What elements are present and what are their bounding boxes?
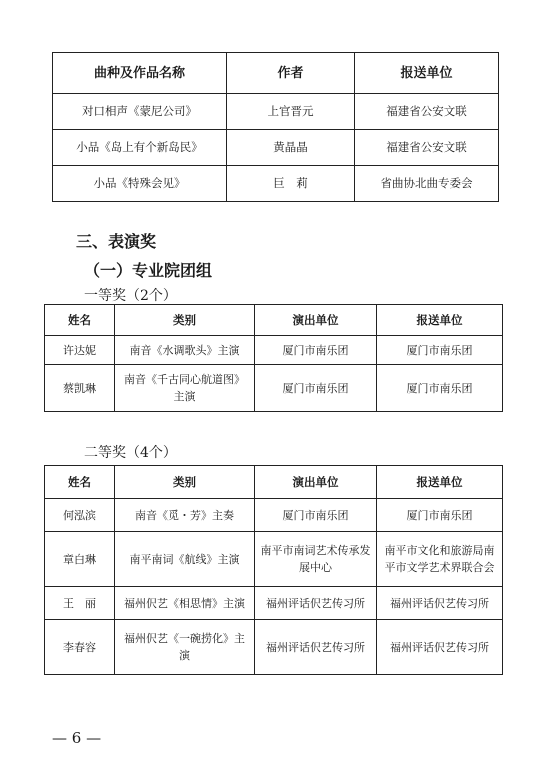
table-header-row — [45, 305, 503, 336]
column-header: 演出单位 — [255, 466, 377, 499]
table-row — [45, 499, 503, 532]
work-title-cell: 对口相声《蒙尼公司》 — [53, 94, 227, 130]
table-row — [53, 166, 499, 202]
category-cell: 南平南词《航线》主演 — [115, 532, 255, 587]
name-cell: 王 丽 — [45, 587, 115, 620]
column-header: 类别 — [115, 305, 255, 336]
column-header: 报送单位 — [377, 305, 503, 336]
works-table — [52, 52, 499, 202]
second-prize-heading: 二等奖（4个） — [84, 445, 177, 461]
author-cell: 上官晋元 — [227, 94, 355, 130]
column-header: 报送单位 — [355, 53, 499, 94]
table-row — [45, 620, 503, 675]
column-header: 报送单位 — [377, 466, 503, 499]
submitting-unit-cell: 省曲协北曲专委会 — [355, 166, 499, 202]
author-cell: 巨 莉 — [227, 166, 355, 202]
category-cell: 南音《觅・芳》主奏 — [115, 499, 255, 532]
category-cell: 南音《千古同心航道图》主演 — [115, 365, 255, 412]
category-cell: 福州伬艺《相思情》主演 — [115, 587, 255, 620]
column-header: 姓名 — [45, 466, 115, 499]
work-title-cell: 小品《特殊会见》 — [53, 166, 227, 202]
author-cell: 黄晶晶 — [227, 130, 355, 166]
name-cell: 李春容 — [45, 620, 115, 675]
section-heading: 三、表演奖 — [76, 232, 157, 251]
performing-unit-cell: 厦门市南乐团 — [255, 336, 377, 365]
second-prize-table — [44, 465, 503, 675]
performing-unit-cell: 福州评话伬艺传习所 — [255, 587, 377, 620]
performing-unit-cell: 厦门市南乐团 — [255, 499, 377, 532]
performing-unit-cell: 福州评话伬艺传习所 — [255, 620, 377, 675]
group-heading: （一）专业院团组 — [84, 261, 213, 280]
submitting-unit-cell: 厦门市南乐团 — [377, 499, 503, 532]
column-header: 作者 — [227, 53, 355, 94]
category-cell: 福州伬艺《一碗捞化》主演 — [115, 620, 255, 675]
table-row — [53, 94, 499, 130]
submitting-unit-cell: 南平市文化和旅游局南平市文学艺术界联合会 — [377, 532, 503, 587]
submitting-unit-cell: 福州评话伬艺传习所 — [377, 587, 503, 620]
table-row — [53, 130, 499, 166]
submitting-unit-cell: 福州评话伬艺传习所 — [377, 620, 503, 675]
performing-unit-cell: 厦门市南乐团 — [255, 365, 377, 412]
column-header: 演出单位 — [255, 305, 377, 336]
table-row — [45, 587, 503, 620]
name-cell: 何泓滨 — [45, 499, 115, 532]
submitting-unit-cell: 厦门市南乐团 — [377, 365, 503, 412]
page-number: — 6 — — [52, 729, 102, 747]
table-header-row — [53, 53, 499, 94]
table-row — [45, 336, 503, 365]
table-header-row — [45, 466, 503, 499]
table-row — [45, 532, 503, 587]
table-row — [45, 365, 503, 412]
first-prize-heading: 一等奖（2个） — [84, 288, 177, 304]
column-header: 类别 — [115, 466, 255, 499]
name-cell: 蔡凯琳 — [45, 365, 115, 412]
work-title-cell: 小品《岛上有个新岛民》 — [53, 130, 227, 166]
name-cell: 章白琳 — [45, 532, 115, 587]
submitting-unit-cell: 厦门市南乐团 — [377, 336, 503, 365]
submitting-unit-cell: 福建省公安文联 — [355, 94, 499, 130]
column-header: 姓名 — [45, 305, 115, 336]
performing-unit-cell: 南平市南词艺术传承发展中心 — [255, 532, 377, 587]
first-prize-table — [44, 304, 503, 412]
submitting-unit-cell: 福建省公安文联 — [355, 130, 499, 166]
category-cell: 南音《水调歌头》主演 — [115, 336, 255, 365]
column-header: 曲种及作品名称 — [53, 53, 227, 94]
name-cell: 许达妮 — [45, 336, 115, 365]
